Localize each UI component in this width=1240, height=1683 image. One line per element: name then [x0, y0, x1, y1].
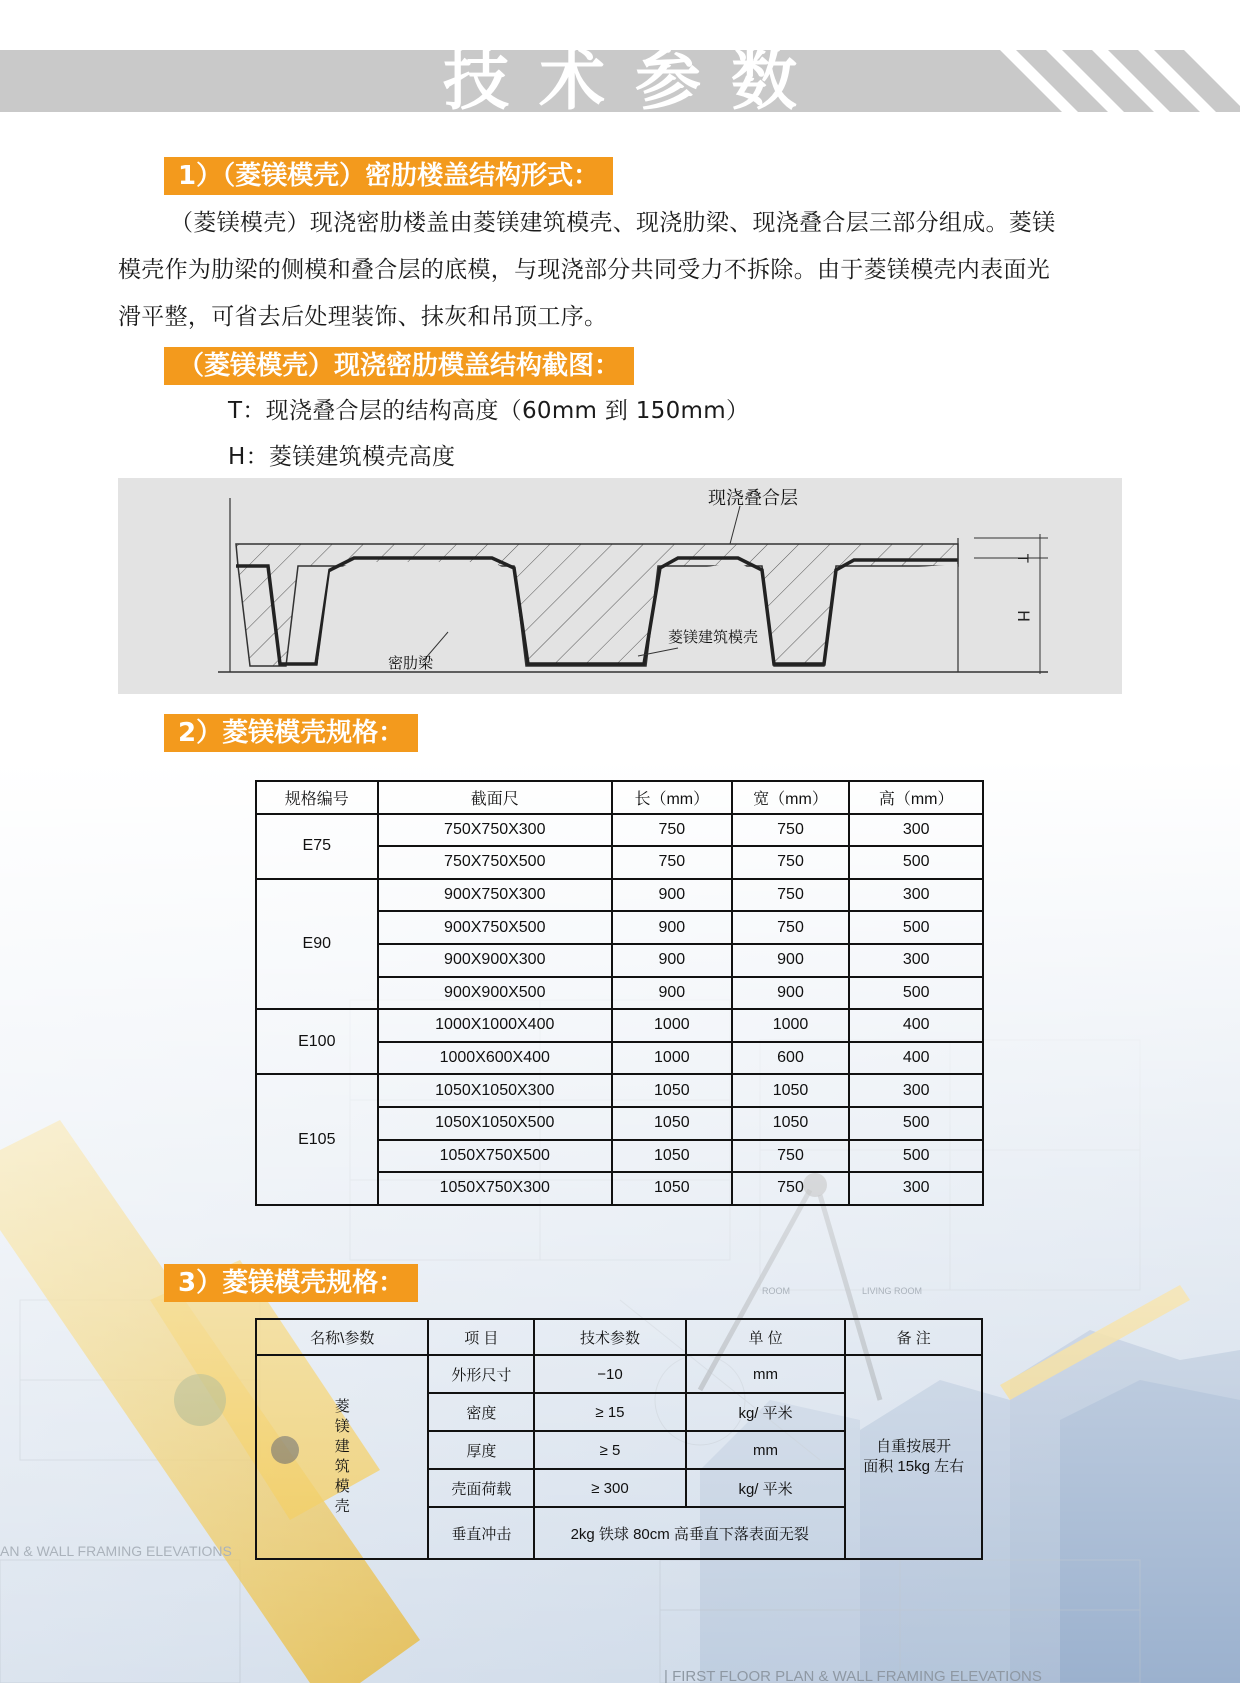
tech-item: 厚度 — [428, 1431, 534, 1469]
tech-item: 外形尺寸 — [428, 1355, 534, 1393]
table-row — [256, 1009, 983, 1042]
spec-header-code: 规格编号 — [256, 781, 378, 814]
spec-cell: 500 — [849, 911, 983, 944]
note-t: T：现浇叠合层的结构高度（60mm 到 150mm） — [228, 398, 750, 424]
spec-table-header-row — [256, 781, 983, 814]
tech-value: ≥ 5 — [534, 1431, 686, 1469]
tech-unit: kg/ 平米 — [686, 1393, 846, 1431]
bg-text-living-room: LIVING ROOM — [862, 1286, 923, 1296]
section3-label: 3）菱镁模壳规格： — [164, 1264, 418, 1302]
t-dimension-label: T — [1014, 554, 1030, 563]
tech-row-size — [256, 1355, 982, 1393]
label-rib-beam: 密肋梁 — [388, 654, 434, 672]
structure-diagram-panel — [118, 478, 1122, 694]
note-h: H：菱镁建筑模壳高度 — [228, 444, 456, 470]
spec-cell: 750 — [732, 1172, 850, 1205]
spec-cell: 900 — [612, 879, 732, 912]
table-row — [256, 814, 983, 847]
tech-unit: kg/ 平米 — [686, 1469, 846, 1507]
tech-name-char: 建 — [334, 1438, 350, 1455]
spec-code-cell: E90 — [256, 879, 378, 1009]
spec-header-length: 长（mm） — [612, 781, 732, 814]
spec-cell: 900 — [732, 977, 850, 1010]
spec-table-body — [256, 814, 983, 1205]
label-top-layer: 现浇叠合层 — [708, 488, 798, 509]
spec-cell: 900X750X300 — [378, 879, 612, 912]
tech-name-cell — [256, 1355, 428, 1559]
spec-cell: 750X750X300 — [378, 814, 612, 847]
tech-name-char: 菱 — [334, 1398, 350, 1415]
spec-cell: 400 — [849, 1009, 983, 1042]
tech-value: ≥ 300 — [534, 1469, 686, 1507]
spec-cell: 300 — [849, 944, 983, 977]
spec-cell: 750 — [732, 1140, 850, 1173]
h-dimension-label: H — [1014, 610, 1033, 623]
spec-cell: 750 — [732, 911, 850, 944]
spec-cell: 900X900X500 — [378, 977, 612, 1010]
tech-item: 密度 — [428, 1393, 534, 1431]
spec-cell: 500 — [849, 1140, 983, 1173]
spec-cell: 1000X600X400 — [378, 1042, 612, 1075]
spec-cell: 1050 — [612, 1172, 732, 1205]
spec-cell: 900X900X300 — [378, 944, 612, 977]
bg-text-elevations: AN & WALL FRAMING ELEVATIONS — [0, 1543, 232, 1559]
spec-cell: 600 — [732, 1042, 850, 1075]
spec-cell: 1000X1000X400 — [378, 1009, 612, 1042]
table-row — [256, 879, 983, 912]
tech-name-char: 筑 — [334, 1458, 350, 1475]
page-title: 技术参数 — [443, 42, 827, 119]
tech-header-unit: 单 位 — [686, 1319, 846, 1355]
spec-header-height: 高（mm） — [849, 781, 983, 814]
tech-header-param: 技术参数 — [534, 1319, 686, 1355]
tech-remark-line: 自重按展开 — [876, 1438, 952, 1455]
spec-cell: 750 — [732, 879, 850, 912]
spec-cell: 300 — [849, 1074, 983, 1107]
spec-cell: 900 — [612, 977, 732, 1010]
tech-table — [255, 1318, 983, 1560]
table-row — [256, 1074, 983, 1107]
tech-remark-cell — [845, 1355, 982, 1559]
spec-cell: 900 — [732, 944, 850, 977]
spec-cell: 1050X1050X300 — [378, 1074, 612, 1107]
section1-line-2: 模壳作为肋梁的侧模和叠合层的底模，与现浇部分共同受力不拆除。由于菱镁模壳内表面光 — [118, 257, 1050, 283]
spec-cell: 1050X750X300 — [378, 1172, 612, 1205]
label-shell: 菱镁建筑模壳 — [668, 628, 759, 646]
spec-cell: 500 — [849, 977, 983, 1010]
spec-code-cell: E100 — [256, 1009, 378, 1074]
spec-cell: 1050X1050X500 — [378, 1107, 612, 1140]
spec-code-cell: E105 — [256, 1074, 378, 1204]
tech-value: ≥ 15 — [534, 1393, 686, 1431]
spec-cell: 400 — [849, 1042, 983, 1075]
spec-cell: 750 — [612, 846, 732, 879]
tech-item: 垂直冲击 — [428, 1507, 534, 1559]
spec-cell: 1000 — [732, 1009, 850, 1042]
spec-cell: 750 — [732, 814, 850, 847]
tech-impact-value: 2kg 铁球 80cm 高垂直下落表面无裂 — [534, 1507, 845, 1559]
tech-name-char: 模 — [334, 1478, 350, 1495]
spec-cell: 1050 — [732, 1107, 850, 1140]
spec-cell: 900X750X500 — [378, 911, 612, 944]
spec-cell: 500 — [849, 1107, 983, 1140]
tech-name-char: 镁 — [334, 1418, 350, 1435]
tech-item: 壳面荷载 — [428, 1469, 534, 1507]
tech-value: −10 — [534, 1355, 686, 1393]
spec-cell: 1000 — [612, 1042, 732, 1075]
spec-code-cell: E75 — [256, 814, 378, 879]
spec-cell: 300 — [849, 879, 983, 912]
spec-cell: 750 — [612, 814, 732, 847]
tech-header-name: 名称\参数 — [256, 1319, 428, 1355]
tech-unit: mm — [686, 1355, 846, 1393]
section1-paragraph — [118, 200, 1128, 341]
spec-cell: 750 — [732, 846, 850, 879]
spec-cell: 900 — [612, 911, 732, 944]
spec-cell: 750X750X500 — [378, 846, 612, 879]
section1-line-1: （菱镁模壳）现浇密肋楼盖由菱镁建筑模壳、现浇肋梁、现浇叠合层三部分组成。菱镁 — [170, 210, 1056, 236]
tech-unit: mm — [686, 1431, 846, 1469]
section1-label: 1）（菱镁模壳）密肋楼盖结构形式： — [164, 157, 613, 195]
bg-text-room: ROOM — [762, 1286, 790, 1296]
spec-cell: 900 — [612, 944, 732, 977]
section2-label: 2）菱镁模壳规格： — [164, 714, 418, 752]
bg-text-first-floor: | FIRST FLOOR PLAN & WALL FRAMING ELEVATIONS — [664, 1668, 1042, 1683]
spec-cell: 1000 — [612, 1009, 732, 1042]
spec-cell: 1050 — [732, 1074, 850, 1107]
structure-cross-section-diagram — [118, 478, 1122, 694]
diagram-section-label: （菱镁模壳）现浇密肋模盖结构截图： — [164, 347, 634, 385]
spec-cell: 1050X750X500 — [378, 1140, 612, 1173]
spec-table — [255, 780, 984, 1206]
spec-cell: 1050 — [612, 1074, 732, 1107]
tech-table-header-row — [256, 1319, 982, 1355]
spec-header-section: 截面尺 — [378, 781, 612, 814]
spec-header-width: 宽（mm） — [732, 781, 850, 814]
spec-cell: 300 — [849, 814, 983, 847]
spec-cell: 1050 — [612, 1107, 732, 1140]
tech-remark-line: 面积 15kg 左右 — [863, 1458, 965, 1475]
spec-cell: 300 — [849, 1172, 983, 1205]
section1-line-3: 滑平整，可省去后处理装饰、抹灰和吊顶工序。 — [118, 304, 608, 330]
tech-header-remark: 备 注 — [845, 1319, 982, 1355]
spec-cell: 500 — [849, 846, 983, 879]
tech-header-item: 项 目 — [428, 1319, 534, 1355]
tech-name-char: 壳 — [334, 1498, 350, 1515]
spec-cell: 1050 — [612, 1140, 732, 1173]
